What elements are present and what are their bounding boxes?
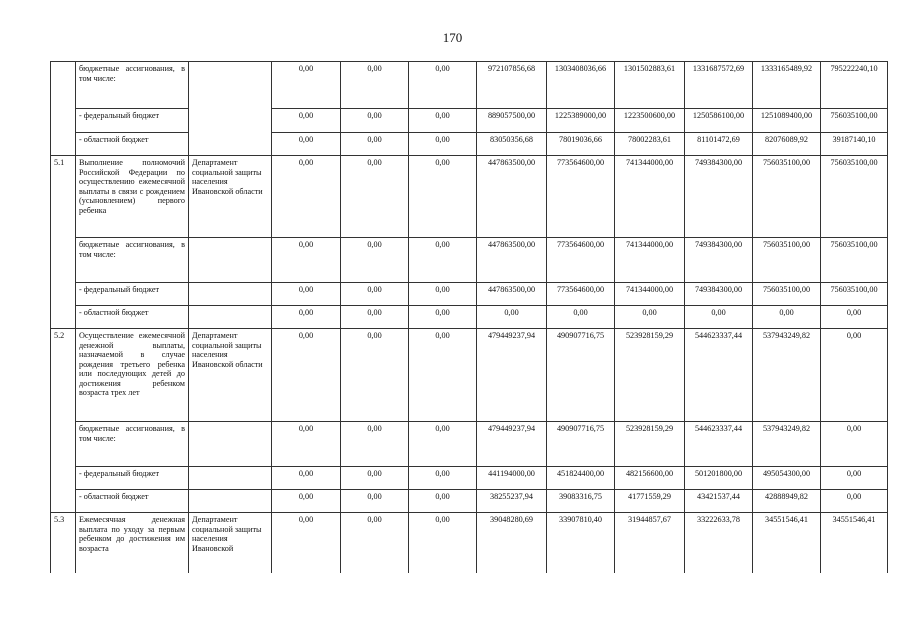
amount-cell: 0,00 [409, 238, 477, 283]
amount-cell: 34551546,41 [753, 513, 821, 573]
item-name-cell: Ежемесячная денежная выплата по уходу за первым ребенком до достижения им возраста [76, 513, 189, 573]
amount-cell: 1251089400,00 [753, 109, 821, 133]
row-number-cell: 5.1 [51, 156, 76, 238]
amount-cell: 749384300,00 [685, 156, 753, 238]
row-number-cell [51, 109, 76, 133]
amount-cell: 0,00 [409, 490, 477, 513]
table-row [51, 238, 888, 283]
table-row [51, 467, 888, 490]
amount-cell: 756035100,00 [821, 283, 888, 306]
row-number-cell [51, 62, 76, 109]
amount-cell: 0,00 [272, 513, 341, 573]
amount-cell: 479449237,94 [477, 329, 547, 422]
executor-cell [189, 109, 272, 133]
amount-cell: 0,00 [409, 283, 477, 306]
item-name-cell: бюджетные ассигнования, в том числе: [76, 62, 189, 109]
item-name-cell: - областной бюджет [76, 306, 189, 329]
amount-cell: 756035100,00 [753, 238, 821, 283]
amount-cell: 0,00 [409, 306, 477, 329]
amount-cell: 0,00 [341, 467, 409, 490]
amount-cell: 0,00 [272, 62, 341, 109]
table-row [51, 109, 888, 133]
row-number-cell [51, 306, 76, 329]
table-row [51, 490, 888, 513]
amount-cell: 0,00 [821, 467, 888, 490]
amount-cell: 756035100,00 [753, 283, 821, 306]
amount-cell: 756035100,00 [821, 156, 888, 238]
amount-cell: 0,00 [341, 238, 409, 283]
row-number-cell [51, 238, 76, 283]
amount-cell: 1333165489,92 [753, 62, 821, 109]
amount-cell: 0,00 [547, 306, 615, 329]
amount-cell: 544623337,44 [685, 329, 753, 422]
row-number-cell [51, 467, 76, 490]
row-number-cell [51, 133, 76, 156]
amount-cell: 749384300,00 [685, 238, 753, 283]
amount-cell: 0,00 [409, 422, 477, 467]
amount-cell: 0,00 [272, 109, 341, 133]
amount-cell: 490907716,75 [547, 329, 615, 422]
amount-cell: 1301502883,61 [615, 62, 685, 109]
amount-cell: 39187140,10 [821, 133, 888, 156]
amount-cell: 447863500,00 [477, 238, 547, 283]
table-row [51, 283, 888, 306]
amount-cell: 1223500600,00 [615, 109, 685, 133]
table-row [51, 513, 888, 573]
item-name-cell: бюджетные ассигнования, в том числе: [76, 238, 189, 283]
executor-cell [189, 133, 272, 156]
amount-cell: 0,00 [341, 329, 409, 422]
amount-cell: 0,00 [272, 238, 341, 283]
amount-cell: 889057500,00 [477, 109, 547, 133]
amount-cell: 0,00 [409, 329, 477, 422]
amount-cell: 756035100,00 [753, 156, 821, 238]
amount-cell: 39048280,69 [477, 513, 547, 573]
amount-cell: 756035100,00 [821, 109, 888, 133]
amount-cell: 0,00 [272, 329, 341, 422]
executor-cell [189, 422, 272, 467]
amount-cell: 42888949,82 [753, 490, 821, 513]
amount-cell: 0,00 [615, 306, 685, 329]
table-row [51, 422, 888, 467]
amount-cell: 501201800,00 [685, 467, 753, 490]
amount-cell: 39083316,75 [547, 490, 615, 513]
amount-cell: 41771559,29 [615, 490, 685, 513]
amount-cell: 0,00 [409, 156, 477, 238]
amount-cell: 0,00 [409, 109, 477, 133]
amount-cell: 482156600,00 [615, 467, 685, 490]
amount-cell: 34551546,41 [821, 513, 888, 573]
table-row [51, 306, 888, 329]
amount-cell: 0,00 [341, 109, 409, 133]
row-number-cell: 5.3 [51, 513, 76, 573]
amount-cell: 447863500,00 [477, 283, 547, 306]
amount-cell: 0,00 [821, 329, 888, 422]
amount-cell: 0,00 [272, 306, 341, 329]
amount-cell: 0,00 [409, 133, 477, 156]
amount-cell: 33907810,40 [547, 513, 615, 573]
amount-cell: 0,00 [409, 62, 477, 109]
row-number-cell [51, 490, 76, 513]
item-name-cell: - федеральный бюджет [76, 283, 189, 306]
amount-cell: 773564600,00 [547, 283, 615, 306]
item-name-cell: - областной бюджет [76, 133, 189, 156]
amount-cell: 43421537,44 [685, 490, 753, 513]
item-name-cell: бюджетные ассигнования, в том числе: [76, 422, 189, 467]
amount-cell: 0,00 [409, 467, 477, 490]
amount-cell: 0,00 [272, 133, 341, 156]
amount-cell: 0,00 [341, 422, 409, 467]
executor-cell [189, 62, 272, 109]
item-name-cell: Выполнение полномочий Российской Федерации по осуществлению ежемесячной выплаты в связи с рождением (усыновлением) первого ребенка [76, 156, 189, 238]
row-number-cell [51, 422, 76, 467]
item-name-cell: - федеральный бюджет [76, 467, 189, 490]
amount-cell: 0,00 [821, 490, 888, 513]
amount-cell: 0,00 [272, 283, 341, 306]
amount-cell: 0,00 [821, 306, 888, 329]
amount-cell: 78019036,66 [547, 133, 615, 156]
amount-cell: 0,00 [753, 306, 821, 329]
amount-cell: 749384300,00 [685, 283, 753, 306]
budget-table [50, 61, 888, 573]
executor-cell [189, 283, 272, 306]
amount-cell: 451824400,00 [547, 467, 615, 490]
amount-cell: 0,00 [272, 156, 341, 238]
amount-cell: 544623337,44 [685, 422, 753, 467]
amount-cell: 773564600,00 [547, 238, 615, 283]
amount-cell: 83050356,68 [477, 133, 547, 156]
item-name-cell: Осуществление ежемесячной денежной выплаты, назначаемой в случае рождения третьего ребенка или последующих детей до достижения ребенком возраста трех лет [76, 329, 189, 422]
amount-cell: 0,00 [272, 490, 341, 513]
amount-cell: 0,00 [821, 422, 888, 467]
executor-cell: Департамент социальной защиты населения Ивановской области [189, 329, 272, 422]
amount-cell: 447863500,00 [477, 156, 547, 238]
item-name-cell: - федеральный бюджет [76, 109, 189, 133]
executor-cell [189, 490, 272, 513]
table-row [51, 62, 888, 109]
amount-cell: 82076089,92 [753, 133, 821, 156]
amount-cell: 537943249,82 [753, 329, 821, 422]
amount-cell: 0,00 [685, 306, 753, 329]
amount-cell: 0,00 [341, 283, 409, 306]
amount-cell: 741344000,00 [615, 283, 685, 306]
amount-cell: 78002283,61 [615, 133, 685, 156]
executor-cell: Департамент социальной защиты населения Ивановской [189, 513, 272, 573]
amount-cell: 490907716,75 [547, 422, 615, 467]
executor-cell [189, 467, 272, 490]
page-number: 170 [442, 30, 463, 45]
amount-cell: 31944857,67 [615, 513, 685, 573]
amount-cell: 741344000,00 [615, 156, 685, 238]
amount-cell: 756035100,00 [821, 238, 888, 283]
table-row [51, 133, 888, 156]
executor-cell [189, 306, 272, 329]
amount-cell: 523928159,29 [615, 422, 685, 467]
executor-cell: Департамент социальной защиты населения Ивановской области [189, 156, 272, 238]
amount-cell: 0,00 [341, 156, 409, 238]
amount-cell: 0,00 [341, 306, 409, 329]
amount-cell: 0,00 [341, 490, 409, 513]
amount-cell: 537943249,82 [753, 422, 821, 467]
amount-cell: 741344000,00 [615, 238, 685, 283]
amount-cell: 0,00 [409, 513, 477, 573]
amount-cell: 773564600,00 [547, 156, 615, 238]
table-row [51, 329, 888, 422]
amount-cell: 0,00 [341, 133, 409, 156]
row-number-cell [51, 283, 76, 306]
amount-cell: 1331687572,69 [685, 62, 753, 109]
amount-cell: 795222240,10 [821, 62, 888, 109]
table-row [51, 156, 888, 238]
amount-cell: 441194000,00 [477, 467, 547, 490]
amount-cell: 81101472,69 [685, 133, 753, 156]
amount-cell: 1303408036,66 [547, 62, 615, 109]
amount-cell: 38255237,94 [477, 490, 547, 513]
amount-cell: 1225389000,00 [547, 109, 615, 133]
amount-cell: 0,00 [272, 422, 341, 467]
amount-cell: 33222633,78 [685, 513, 753, 573]
amount-cell: 523928159,29 [615, 329, 685, 422]
item-name-cell: - областной бюджет [76, 490, 189, 513]
amount-cell: 0,00 [272, 467, 341, 490]
amount-cell: 1250586100,00 [685, 109, 753, 133]
amount-cell: 495054300,00 [753, 467, 821, 490]
executor-cell [189, 238, 272, 283]
amount-cell: 972107856,68 [477, 62, 547, 109]
amount-cell: 0,00 [341, 62, 409, 109]
row-number-cell: 5.2 [51, 329, 76, 422]
amount-cell: 0,00 [477, 306, 547, 329]
amount-cell: 479449237,94 [477, 422, 547, 467]
amount-cell: 0,00 [341, 513, 409, 573]
